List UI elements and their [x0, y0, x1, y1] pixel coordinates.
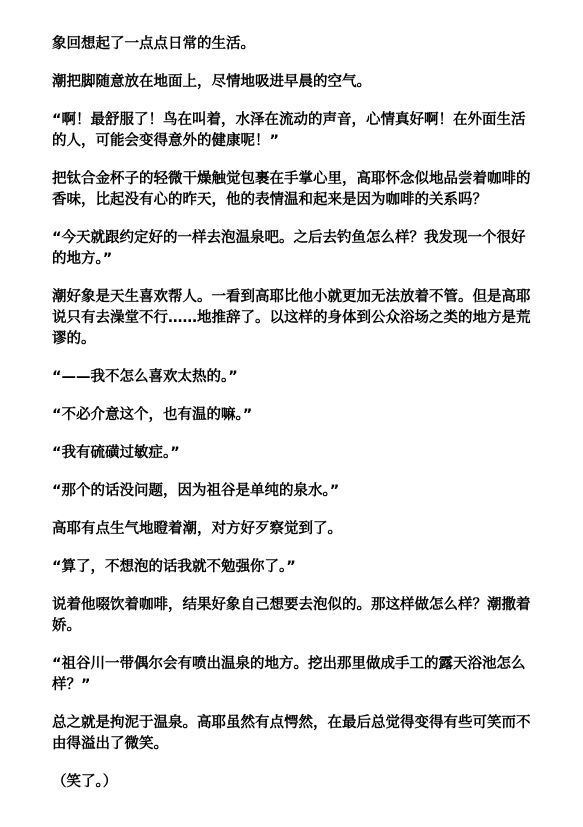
paragraph: “算了，不想泡的话我就不勉强你了。” — [52, 559, 296, 575]
paragraph: 潮好象是天生喜欢帮人。一看到高耶比他小就更加无法放着不管。但是高耶说只有去澡堂不行……地推辞了。以这样的身体到公众浴场之类的地方是荒谬的。 — [52, 289, 531, 347]
paragraph: （笑了。） — [52, 774, 118, 790]
paragraph: 高耶有点生气地瞪着潮，对方好歹察觉到了。 — [52, 521, 342, 537]
paragraph: “——我不怎么喜欢太热的。” — [52, 369, 238, 385]
paragraph: “不必介意这个，也有温的嘛。” — [52, 407, 253, 423]
document-body — [52, 34, 534, 810]
paragraph: “祖谷川一带偶尔会有喷出温泉的地方。挖出那里做成手工的露天浴池怎么样？” — [52, 656, 526, 693]
paragraph: “我有硫磺过敏症。” — [52, 445, 180, 461]
paragraph: 把钛合金杯子的轻微干燥触觉包裹在手掌心里，高耶怀念似地品尝着咖啡的香味，比起没有心的昨天，他的表情温和起来是因为咖啡的关系吗？ — [52, 171, 531, 208]
paragraph: 总之就是拘泥于温泉。高耶虽然有点愕然，在最后总觉得变得有些可笑而不由得溢出了微笑。 — [52, 715, 531, 752]
paragraph: “啊！最舒服了！鸟在叫着，水泽在流动的声音，心情真好啊！在外面生活的人，可能会变得意外的健康呢！” — [52, 112, 526, 149]
paragraph: 潮把脚随意放在地面上，尽情地吸进早晨的空气。 — [52, 74, 371, 90]
paragraph: “今天就跟约定好的一样去泡温泉吧。之后去钓鱼怎么样？我发现一个很好的地方。” — [52, 230, 526, 267]
paragraph: “那个的话没问题，因为祖谷是单纯的泉水。” — [52, 483, 340, 499]
paragraph: 象回想起了一点点日常的生活。 — [52, 36, 255, 52]
paragraph: 说着他啜饮着咖啡，结果好象自己想要去泡似的。那这样做怎么样？潮撒着娇。 — [52, 597, 531, 634]
